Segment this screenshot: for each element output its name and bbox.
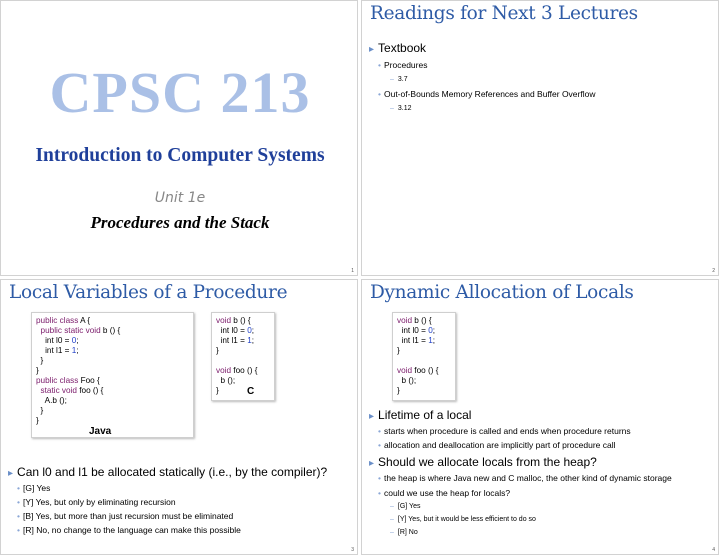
code-keyword: void — [216, 366, 232, 375]
code-text: } — [36, 416, 39, 425]
code-number: 0 — [71, 336, 77, 345]
slide-1 — [0, 0, 358, 276]
slide-title: Readings for Next 3 Lectures — [370, 3, 638, 24]
c-code — [397, 316, 438, 396]
code-text: ; — [251, 326, 255, 335]
page-number: 4 — [712, 547, 715, 553]
code-text: ; — [76, 336, 79, 345]
answer-y: • [Y] Yes, but only by eliminating recursion — [17, 497, 176, 507]
slide-2 — [361, 0, 719, 276]
code-text: foo () { — [231, 366, 258, 375]
code-text: } — [216, 386, 219, 395]
c-code — [216, 316, 257, 396]
unit-label: Unit 1e — [154, 190, 206, 206]
code-text: } — [397, 346, 400, 355]
topic-title: Procedures and the Stack — [90, 213, 270, 232]
heap-answer-r: – [R] No — [390, 529, 418, 536]
code-text: foo () { — [76, 386, 104, 395]
answer-g: • [G] Yes — [17, 483, 50, 493]
item-procedures: • Procedures — [378, 60, 427, 70]
code-text: } — [36, 406, 44, 415]
code-text: foo () { — [412, 366, 439, 375]
code-keyword: public class — [36, 376, 79, 385]
java-label: Java — [89, 426, 112, 437]
code-text: ; — [251, 336, 255, 345]
page-number: 3 — [351, 547, 354, 553]
code-number: 1 — [428, 336, 433, 345]
page-number: 2 — [712, 268, 715, 274]
code-text: int l1 = — [36, 346, 72, 355]
code-text: int l0 = — [397, 326, 429, 335]
lifetime-item-2: • allocation and deallocation are implicitly part of procedure call — [378, 440, 616, 450]
c-label: C — [247, 386, 255, 397]
heap-answer-g: – [G] Yes — [390, 503, 420, 510]
lifetime-item-1: • starts when procedure is called and ends when procedure returns — [378, 426, 631, 436]
heap-item-2: • could we use the heap for locals? — [378, 488, 510, 498]
bullet-heap-question: ▸ Should we allocate locals from the heap? — [369, 455, 597, 469]
code-text: Foo { — [78, 376, 100, 385]
code-text: b () { — [100, 326, 121, 335]
code-keyword: void — [397, 316, 413, 325]
code-keyword: static void — [36, 386, 77, 395]
code-text: b (); — [216, 376, 236, 385]
code-text: } — [36, 366, 39, 375]
code-keyword: public static void — [36, 326, 101, 335]
bullet-lifetime: ▸ Lifetime of a local — [369, 408, 471, 422]
java-code-box — [31, 312, 194, 438]
code-text: int l1 = — [216, 336, 248, 345]
code-text: A { — [78, 316, 91, 325]
c-code-box — [211, 312, 275, 401]
code-text: b (); — [397, 376, 417, 385]
heap-item-1: • the heap is where Java new and C malloc, the other kind of dynamic storage — [378, 473, 672, 483]
code-text: int l0 = — [36, 336, 72, 345]
java-code — [36, 316, 120, 426]
code-text: ; — [432, 326, 436, 335]
question: ▸ Can l0 and l1 be allocated statically (i.e., by the compiler)? — [8, 465, 327, 479]
code-keyword: void — [397, 366, 413, 375]
code-keyword: public class — [36, 316, 79, 325]
slide-4 — [361, 279, 719, 555]
item-buffer-overflow: • Out-of-Bounds Memory References and Buffer Overflow — [378, 89, 595, 99]
code-keyword: void — [216, 316, 232, 325]
code-text: } — [397, 386, 400, 395]
code-number: 1 — [71, 346, 77, 355]
code-text: ; — [76, 346, 79, 355]
code-text: b () { — [412, 316, 432, 325]
code-text: } — [36, 356, 44, 365]
answer-b: • [B] Yes, but more than just recursion must be eliminated — [17, 511, 233, 521]
slide-title: Local Variables of a Procedure — [9, 282, 288, 303]
code-text: b () { — [231, 316, 251, 325]
code-text: } — [216, 346, 219, 355]
slide-title: Dynamic Allocation of Locals — [370, 282, 634, 303]
heap-answer-y: – [Y] Yes, but it would be less efficient to do so — [390, 516, 536, 523]
code-text: ; — [432, 336, 436, 345]
subitem-3-7: – 3.7 — [390, 76, 408, 83]
slide-3 — [0, 279, 358, 555]
course-code: CPSC 213 — [49, 60, 311, 125]
code-number: 0 — [428, 326, 433, 335]
code-text: int l0 = — [216, 326, 248, 335]
code-number: 1 — [247, 336, 252, 345]
code-number: 0 — [247, 326, 252, 335]
bullet-textbook: ▸ Textbook — [369, 41, 426, 55]
code-text: int l1 = — [397, 336, 429, 345]
course-title: Introduction to Computer Systems — [35, 145, 325, 166]
subitem-3-12: – 3.12 — [390, 105, 412, 112]
c-code-box — [392, 312, 456, 401]
page-number: 1 — [351, 268, 354, 274]
code-text: A.b (); — [36, 396, 67, 405]
answer-r: • [R] No, no change to the language can make this possible — [17, 525, 241, 535]
